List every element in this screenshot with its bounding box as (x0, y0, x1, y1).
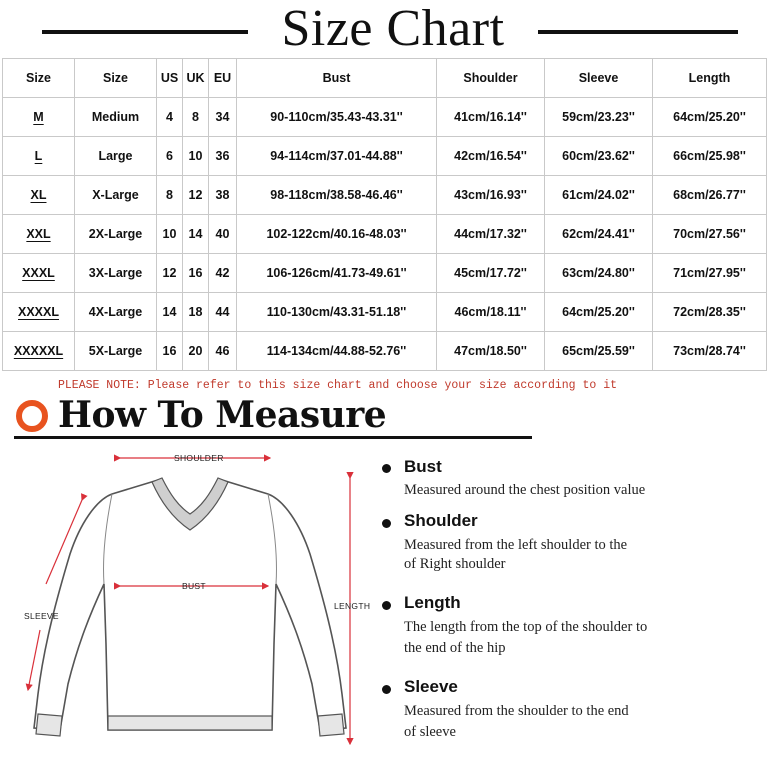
measurement-desc: The length from the top of the shoulder to (404, 619, 648, 635)
orange-circle-bullet-icon (16, 400, 48, 432)
cell-us: 8 (157, 176, 183, 215)
header-shoulder: Shoulder (437, 59, 545, 98)
cell-size-code: XXL (3, 215, 75, 254)
header-eu: EU (209, 59, 237, 98)
table-row (3, 293, 767, 332)
cell-uk: 20 (183, 332, 209, 371)
cell-sleeve: 59cm/23.23'' (545, 98, 653, 137)
bullet-icon (382, 464, 391, 473)
measurement-title: Bust (404, 457, 442, 476)
measurement-desc: of sleeve (404, 724, 456, 740)
cell-shoulder: 44cm/17.32'' (437, 215, 545, 254)
measurement-desc: of Right shoulder (404, 556, 506, 572)
cell-bust: 106-126cm/41.73-49.61'' (237, 254, 437, 293)
cell-shoulder: 42cm/16.54'' (437, 137, 545, 176)
cell-shoulder: 43cm/16.93'' (437, 176, 545, 215)
cell-length: 73cm/28.74'' (653, 332, 767, 371)
cell-size-code: L (3, 137, 75, 176)
sweater-hem (108, 716, 272, 730)
how-to-measure-rule (14, 436, 532, 439)
title-rule-left (42, 30, 248, 34)
table-row (3, 98, 767, 137)
cell-length: 68cm/26.77'' (653, 176, 767, 215)
cell-us: 14 (157, 293, 183, 332)
table-row (3, 137, 767, 176)
cell-eu: 34 (209, 98, 237, 137)
title-rule-right (538, 30, 738, 34)
cell-uk: 14 (183, 215, 209, 254)
header-sleeve: Sleeve (545, 59, 653, 98)
cell-bust: 94-114cm/37.01-44.88'' (237, 137, 437, 176)
header-us: US (157, 59, 183, 98)
cell-eu: 38 (209, 176, 237, 215)
cell-sleeve: 61cm/24.02'' (545, 176, 653, 215)
cell-shoulder: 46cm/18.11'' (437, 293, 545, 332)
sleeve-label: SLEEVE (24, 611, 59, 621)
sweater-illustration (0, 444, 380, 768)
cell-size-name: 4X-Large (75, 293, 157, 332)
cell-us: 4 (157, 98, 183, 137)
header-size-name: Size (75, 59, 157, 98)
sweater-left-cuff (36, 714, 62, 736)
cell-size-name: Large (75, 137, 157, 176)
page-title: Size Chart (281, 0, 505, 57)
cell-shoulder: 41cm/16.14'' (437, 98, 545, 137)
title-row (0, 2, 768, 56)
cell-us: 16 (157, 332, 183, 371)
cell-size-code: XXXL (3, 254, 75, 293)
measurement-title: Shoulder (404, 511, 478, 530)
measurement-desc: Measured around the chest position value (404, 482, 646, 498)
sweater-right-cuff (318, 714, 344, 736)
cell-sleeve: 65cm/25.59'' (545, 332, 653, 371)
table-row (3, 332, 767, 371)
measurement-desc: Measured from the left shoulder to the (404, 537, 628, 553)
cell-size-name: X-Large (75, 176, 157, 215)
cell-bust: 90-110cm/35.43-43.31'' (237, 98, 437, 137)
cell-uk: 16 (183, 254, 209, 293)
shoulder-label: SHOULDER (174, 453, 224, 463)
cell-sleeve: 60cm/23.62'' (545, 137, 653, 176)
cell-length: 72cm/28.35'' (653, 293, 767, 332)
header-uk: UK (183, 59, 209, 98)
cell-size-code: XXXXL (3, 293, 75, 332)
cell-length: 71cm/27.95'' (653, 254, 767, 293)
cell-length: 66cm/25.98'' (653, 137, 767, 176)
bullet-icon (382, 601, 391, 610)
length-label: LENGTH (334, 601, 371, 611)
cell-size-name: 5X-Large (75, 332, 157, 371)
bust-label: BUST (182, 581, 206, 591)
header-bust: Bust (237, 59, 437, 98)
cell-eu: 46 (209, 332, 237, 371)
cell-length: 64cm/25.20'' (653, 98, 767, 137)
measurement-title: Sleeve (404, 677, 458, 696)
how-to-measure-title: How To Measure (58, 394, 387, 436)
cell-size-name: 2X-Large (75, 215, 157, 254)
bullet-icon (382, 685, 391, 694)
cell-bust: 110-130cm/43.31-51.18'' (237, 293, 437, 332)
cell-us: 10 (157, 215, 183, 254)
how-to-measure-heading (14, 394, 534, 440)
measurement-desc: the end of the hip (404, 640, 506, 656)
cell-uk: 8 (183, 98, 209, 137)
header-size-code: Size (3, 59, 75, 98)
table-header-row (3, 59, 767, 98)
cell-bust: 98-118cm/38.58-46.46'' (237, 176, 437, 215)
cell-uk: 10 (183, 137, 209, 176)
cell-eu: 40 (209, 215, 237, 254)
cell-eu: 36 (209, 137, 237, 176)
cell-shoulder: 45cm/17.72'' (437, 254, 545, 293)
sweater-diagram (0, 444, 380, 768)
cell-eu: 42 (209, 254, 237, 293)
table-row (3, 176, 767, 215)
sleeve-arrow-lower (28, 630, 40, 690)
size-note: PLEASE NOTE: Please refer to this size chart and choose your size according to it (58, 379, 617, 392)
table-row (3, 254, 767, 293)
cell-uk: 12 (183, 176, 209, 215)
cell-us: 12 (157, 254, 183, 293)
cell-size-code: M (3, 98, 75, 137)
cell-bust: 114-134cm/44.88-52.76'' (237, 332, 437, 371)
cell-size-code: XXXXXL (3, 332, 75, 371)
cell-uk: 18 (183, 293, 209, 332)
bullet-icon (382, 519, 391, 528)
cell-sleeve: 63cm/24.80'' (545, 254, 653, 293)
cell-eu: 44 (209, 293, 237, 332)
cell-us: 6 (157, 137, 183, 176)
cell-size-name: 3X-Large (75, 254, 157, 293)
cell-size-code: XL (3, 176, 75, 215)
cell-shoulder: 47cm/18.50'' (437, 332, 545, 371)
measurement-desc: Measured from the shoulder to the end (404, 703, 629, 719)
table-row (3, 215, 767, 254)
cell-bust: 102-122cm/40.16-48.03'' (237, 215, 437, 254)
header-length: Length (653, 59, 767, 98)
size-table (2, 58, 767, 371)
cell-length: 70cm/27.56'' (653, 215, 767, 254)
measurement-title: Length (404, 593, 461, 612)
cell-sleeve: 64cm/25.20'' (545, 293, 653, 332)
cell-sleeve: 62cm/24.41'' (545, 215, 653, 254)
cell-size-name: Medium (75, 98, 157, 137)
